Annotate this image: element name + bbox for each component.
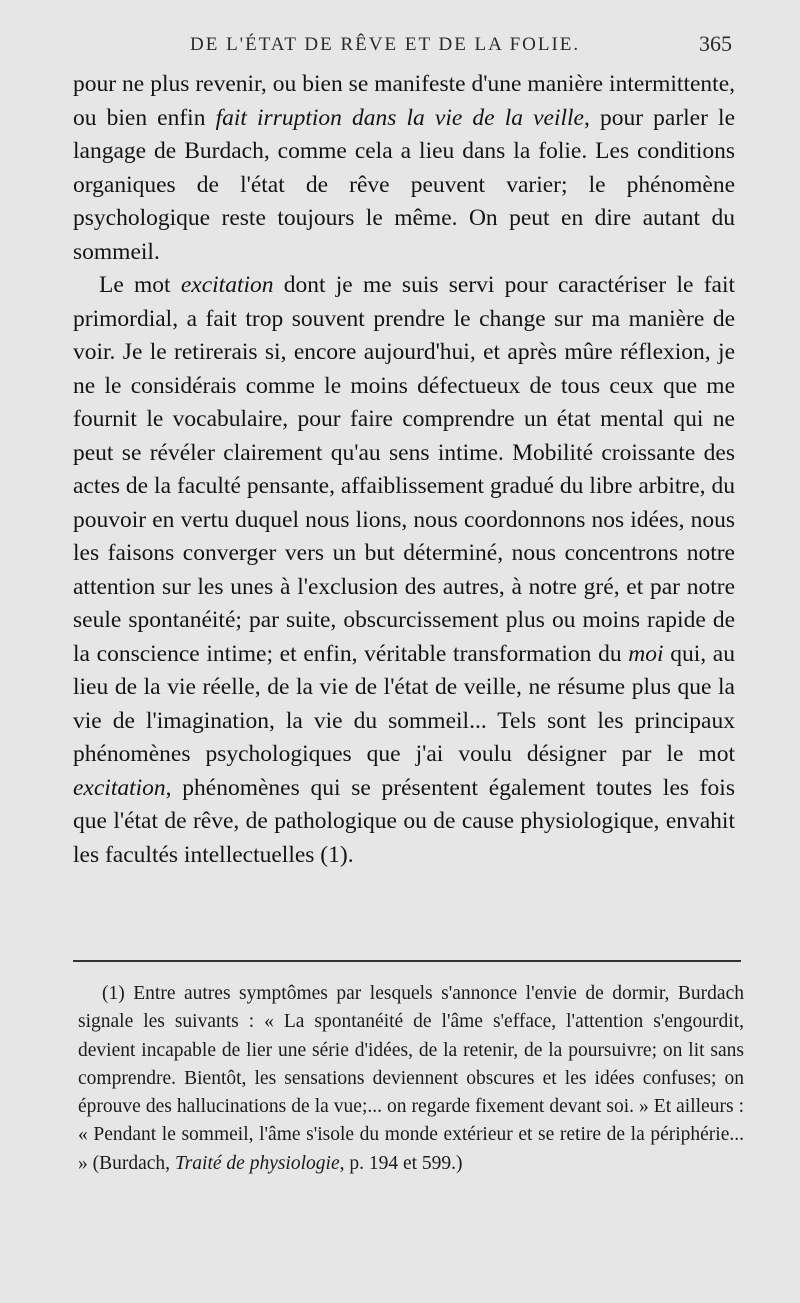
running-head-title: DE L'ÉTAT DE RÊVE ET DE LA FOLIE. (190, 34, 581, 55)
paragraph-2-italic-moi: moi (628, 640, 664, 667)
footnote-italic-title: Traité de physiologie (174, 1152, 340, 1174)
footnote-1 (78, 980, 744, 1178)
paragraph-1 (73, 68, 735, 269)
paragraph-2-text-g: , phénomènes qui se présentent également toutes les fois que l'état de rêve, de pathologique ou de cause physiologique, envahit les facultés intellectuelles (1). (73, 774, 735, 868)
paragraph-2-text-a: Le mot (99, 272, 181, 298)
footnote-text-c: , p. 194 et 599.) (339, 1152, 463, 1174)
paragraph-2 (73, 269, 735, 872)
paragraph-2-text-e: qui, au lieu de la vie réelle, de la vie de l'état de veille, ne résume plus que la vie de l'imagination, la vie du sommeil... Tels sont les principaux phénomènes psychologiques que j'ai voulu désigner par le mot (73, 640, 735, 767)
paragraph-2-text-c: dont je me suis servi pour caractériser le fait primordial, a fait trop souvent prendre le change sur ma manière de voir. Je le retirerais si, encore aujourd'hui, et après mûre réflexion, je ne le considérais comme le moins défectueux de tous ceux que me fournit le vocabulaire, pour faire comprendre un état mental qui ne peut se révéler clairement qu'au sens intime. Mobilité croissante des actes de la faculté pensante, affaiblissement gradué du libre arbitre, du pouvoir en vertu duquel nous lions, nous coordonnons nos idées, nous les faisons converger vers un but déterminé, nous concentrons notre attention sur les unes à l'exclusion des autres, à notre gré, et par notre seule spontanéité; par suite, obscurcissement plus ou moins rapide de la conscience intime; et enfin, véritable transformation du (73, 272, 736, 667)
paragraph-1-text-c: , pour parler le langage de Burdach, comme cela a lieu dans la folie. Les conditions organiques de l'état de rêve peuvent varier; le phénomène psychologique reste toujours le même. On peut en dire autant du sommeil. (73, 104, 735, 265)
paragraph-1-text-a: pour ne plus revenir, ou bien se manifeste d'une manière intermittente, ou bien enfin (73, 71, 735, 131)
paragraph-2-italic-excitation: excitation (180, 272, 274, 298)
page-number: 365 (699, 31, 732, 56)
paragraph-1-italic-phrase: fait irruption dans la vie de la veille (215, 104, 584, 131)
footnote-text-a: (1) Entre autres symptômes par lesquels s'annonce l'envie de dormir, Burdach signale les suivants : « La spontanéité de l'âme s'efface, l'attention s'engourdit, devient incapable de lier une série d'idées, de la retenir, de la poursuivre; on lit sans comprendre. Bientôt, les sensations deviennent obscures et les idées confuses; on éprouve des hallucinations de la vue;... on regarde fixement devant soi. » Et ailleurs : « Pendant le sommeil, l'âme s'isole du monde extérieur et se retire de la périphérie... » (Burdach, (78, 983, 744, 1174)
body-text (73, 68, 735, 872)
footnote (78, 980, 744, 1178)
footnote-rule (73, 960, 741, 962)
paragraph-2-italic-excitation-2: excitation (73, 774, 166, 801)
